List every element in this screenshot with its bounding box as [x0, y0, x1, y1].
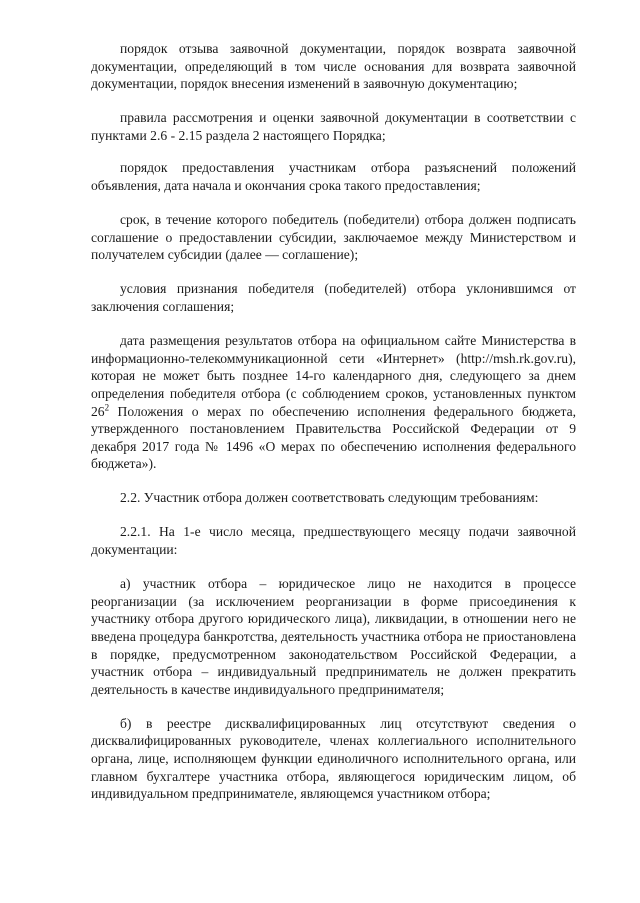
paragraph-requirement-a: а) участник отбора – юридическое лицо не находится в процессе реорганизации (за исключением реорганизации в форме присоединения к участнику отбора другого юридического лица), ликвидации, в отношении него не введена процедура банкротства, деятельность участника отбора не приостановлена в порядке, предусмотренном законодательством Российской Федерации, а участник отбора – индивидуальный предприниматель не должен прекратить деятельность в качестве индивидуального предпринимателя; — [91, 576, 576, 697]
paragraph-requirements-heading: 2.2. Участник отбора должен соответствовать следующим требованиям: — [120, 490, 539, 506]
footnote-superscript: 2 — [104, 401, 110, 412]
paragraph-clarification-procedure: порядок предоставления участникам отбора разъяснений положений объявления, дата начала и окончания срока такого предоставления; — [91, 160, 576, 194]
paragraph-results-publication — [91, 332, 576, 473]
paragraph-results-part1: дата размещения результатов отбора на официальном сайте Министерства в информационно-телекоммуникационной сети «Интернет» (http://msh.rk.gov.ru), которая не может быть позднее 14-го календарного дня, следующего за днем определения победителя отбора (с соблюдением сроков, установленных пунктом 26 — [91, 333, 576, 419]
paragraph-review-rules: правила рассмотрения и оценки заявочной документации в соответствии с пунктами 2.6 - 2.15 раздела 2 настоящего Порядка; — [91, 110, 576, 143]
paragraph-withdrawal-procedure: порядок отзыва заявочной документации, порядок возврата заявочной документации, определяющий в том числе основания для возврата заявочной документации, порядок внесения изменений в заявочную документацию; — [91, 41, 576, 92]
paragraph-agreement-deadline: срок, в течение которого победитель (победители) отбора должен подписать соглашение о предоставлении субсидии, заключаемое между Министерством и получателем субсидии (далее — соглашение); — [91, 212, 576, 263]
paragraph-results-part2: Положения о мерах по обеспечению исполнения федерального бюджета, утвержденного постановлением Правительства Российской Федерации от 9 декабря 2017 года № 1496 «О мерах по обеспечению исполнения федерального бюджета»). — [91, 403, 576, 472]
paragraph-requirements-date: 2.2.1. На 1-е число месяца, предшествующего месяцу подачи заявочной документации: — [91, 524, 576, 558]
paragraph-evasion-conditions: условия признания победителя (победителей) отбора уклонившимся от заключения соглашения; — [91, 281, 576, 315]
paragraph-requirement-b: б) в реестре дисквалифицированных лиц отсутствуют сведения о дисквалифицированных руководителе, членах коллегиального исполнительного органа, лице, исполняющем функции единоличного исполнительного органа, или главном бухгалтере участника отбора, являющегося юридическим лицом, об индивидуальном предпринимателе, являющемся участником отбора; — [91, 715, 576, 802]
document-body — [91, 40, 576, 819]
